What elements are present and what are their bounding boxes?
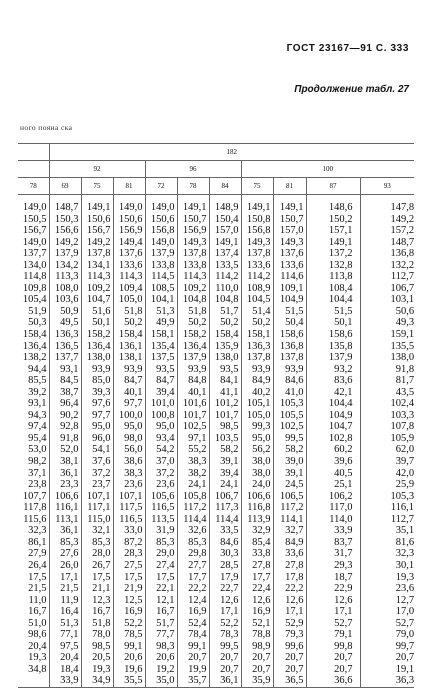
data-column-cell: 149,0 150,5 156,7 149,0 137,7 134,0 114,8 109,8 105,4 51,9 50,3 158,4 136,4 138,2 94,4 85,5 39,2 93,1 94,3 97,4 95,4 53,0 98,2 37,1 23,8 107,7 117,8 115,6 32,3 86,1 27,9 26,4 17,5 21,5 11,0 16,7 51,0 98,6 20,4 19,3 34,8 xyxy=(18,195,49,688)
data-column-cell: 149,0 150,6 156,9 149,4 137,6 133,6 114,3 109,4 105,0 51,8 50,2 158,4 136,1 138,1 93,9 84,7 40,1 97,7 100,0 95,0 98,0 56,0 38,6 38,3 23,6 107,1 117,5 116,5 33,0 87,2 28,3 27,5 17,5 21,9 12,5 16,9 52,2 78,5 99,1 20,6 19,6 35,5 xyxy=(113,195,145,688)
column-header-cell: 78 xyxy=(18,178,49,195)
data-column-cell: 149,1 150,6 156,7 149,2 137,8 134,1 114,3 109,2 104,7 51,6 50,1 158,2 136,4 138,0 93,9 85,0 39,3 97,6 97,7 95,0 96,0 54,1 37,6 37,2 23,7 107,1 117,1 115,0 32,1 85,3 28,0 26,7 17,5 21,1 12,3 16,7 51,8 78,0 98,5 20,5 19,3 34,9 xyxy=(81,195,113,688)
header-fragment-text: ного пояна ска xyxy=(20,123,73,132)
standard-header: ГОСТ 23167—91 С. 333 xyxy=(286,43,409,54)
table-header-subgroup-row xyxy=(18,161,414,178)
data-column-cell: 149,1 150,8 156,8 149,3 137,8 133,6 114,2 108,9 104,5 51,4 50,2 158,1 136,3 137,8 93,9 84,9 40,2 105,1 105,0 99,3 95,0 56,2 38,0 38,0 24,0 106,6 116,8 113,9 32,9 85,4 33,8 27,8 17,7 22,4 12,6 16,9 52,1 78,8 98,9 20,7 20,7 35,9 xyxy=(241,195,273,688)
column-header-cell: 75 xyxy=(241,178,273,195)
column-header-cell: 93 xyxy=(360,178,414,195)
column-header-cell: 78 xyxy=(177,178,209,195)
data-column-cell: 149,1 150,7 157,0 149,3 137,6 133,6 114,6 109,1 104,9 51,5 50,4 158,6 136,8 137,8 93,9 84,6 41,0 105,3 105,5 102,5 99,5 58,2 39,0 39,1 24,5 106,5 117,2 114,1 32,7 84,9 33,6 27,8 17,8 22,2 12,6 17,1 52,9 79,3 99,6 20,7 20,7 36,5 xyxy=(273,195,306,688)
data-column-cell: 148,6 150,2 157,1 149,1 137,2 132,8 113,8 108,4 104,4 51,5 50,1 158,6 135,8 137,9 93,2 83,6 42,1 104,4 104,9 104,7 102,8 60,2 39,6 40,5 25,1 106,2 117,0 114,0 33,9 83,7 31,7 29,3 18,7 22,9 12,6 17,1 52,7 79,1 99,8 20,7 20,7 36,6 xyxy=(306,195,360,688)
data-column-cell: 149,0 150,6 156,8 149,0 137,9 133,8 114,5 108,5 104,1 51,3 49,9 158,1 135,4 137,5 93,5 84,7 39,4 101,0 100,8 95,0 93,4 54,2 37,0 37,2 23,6 105,6 116,5 113,5 31,9 85,3 29,0 27,4 17,5 22,1 12,1 16,7 51,7 77,7 98,3 20,6 19,2 35,0 xyxy=(145,195,177,688)
data-column-cell: 148,7 150,3 156,6 149,2 137,9 134,2 113,3 108,0 103,6 50,9 49,5 136,3 136,5 137,7 93,1 84,5 38,7 96,4 90,2 92,8 91,8 52,0 38,1 36,1 23,3 106,6 116,1 113,1 36,1 85,3 27,6 26,0 17,1 21,5 11,9 16,4 51,3 77,1 97,5 20,4 18,4 33,9 xyxy=(49,195,81,688)
table-header-group-row xyxy=(18,144,414,161)
data-column-cell: 147,8 149,2 157,2 148,7 136,8 132,2 112,7 106,7 103,1 50,6 49,3 159,1 135,5 138,0 91,8 81,7 43,5 102,4 103,3 107,8 105,9 62,0 39,7 42,0 25,9 105,3 116,1 112,7 35,1 81,6 32,3 30,1 19,3 23,6 12,7 17,0 52,7 79,0 99,7 20,7 19,1 36,3 xyxy=(360,195,414,688)
data-table xyxy=(18,143,414,688)
subgroup-header-cell: 100 xyxy=(241,161,414,178)
subgroup-header-cell: 96 xyxy=(145,161,241,178)
column-header-cell: 81 xyxy=(273,178,306,195)
column-header-cell: 69 xyxy=(49,178,81,195)
column-header-cell: 84 xyxy=(209,178,241,195)
data-column-cell: 149,1 150,7 156,9 149,3 137,8 133,8 114,3 109,2 104,8 51,8 50,2 158,2 136,4 137,9 93,9 84,8 40,1 101,6 101,7 102,5 97,1 55,2 38,3 38,2 24,1 105,8 117,2 114,4 32,6 85,3 29,8 27,7 17,7 22,2 12,4 16,9 52,4 78,4 99,1 20,7 19,9 35,7 xyxy=(177,195,209,688)
group-header-cell: 182 xyxy=(49,144,414,161)
table-body-row xyxy=(18,195,414,688)
data-column-cell: 148,9 150,4 157,0 149,1 137,4 133,5 114,2 110,0 104,8 51,7 50,2 158,4 135,9 138,0 93,5 84,1 41,1 101,2 101,7 98,5 103,5 58,2 39,1 39,4 24,1 106,7 117,3 114,4 33,5 84,6 30,3 28,5 17,9 22,7 12,6 17,1 52,2 78,3 99,5 20,7 20,7 36,1 xyxy=(209,195,241,688)
column-header-cell: 75 xyxy=(81,178,113,195)
column-header-cell: 87 xyxy=(306,178,360,195)
table-continuation-title: Продолжение табл. 27 xyxy=(294,84,409,95)
column-header-cell: 81 xyxy=(113,178,145,195)
subgroup-header-cell: 92 xyxy=(49,161,145,178)
table-header-column-row xyxy=(18,178,414,195)
column-header-cell: 72 xyxy=(145,178,177,195)
